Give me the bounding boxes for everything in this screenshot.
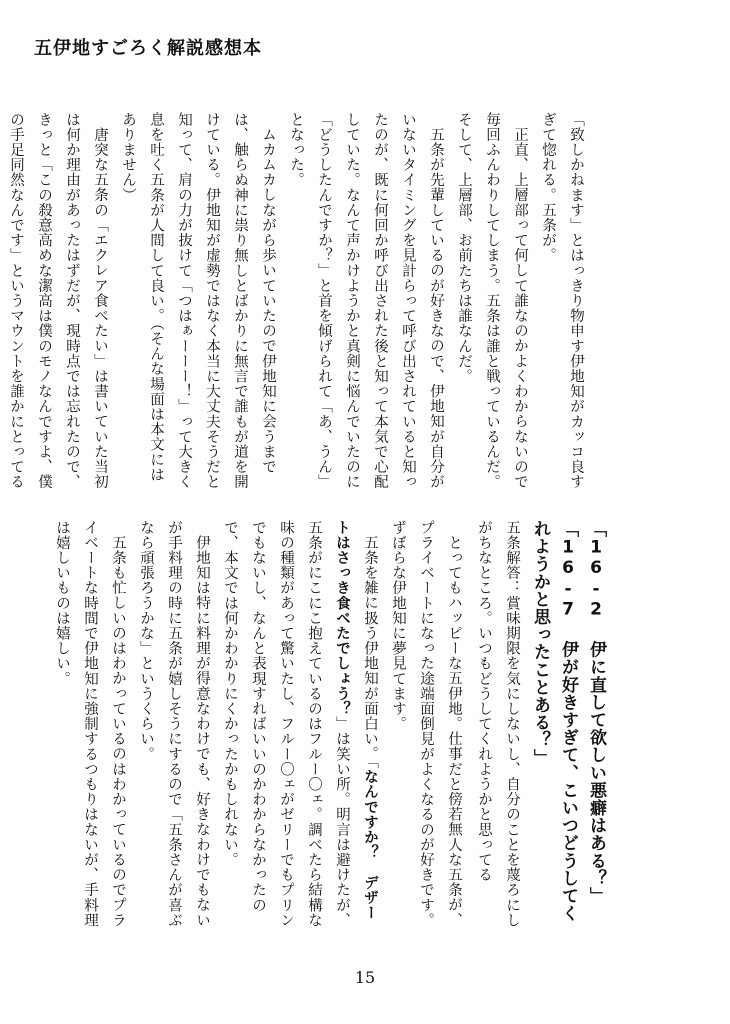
paragraph [216, 520, 384, 930]
paragraph: ムカムカしながら歩いていたので伊地知に会うまでは、触らぬ神に祟り無しとばかりに無言で誰もが道を開けている。伊地知が虚勢ではなく本当に大丈夫そうだと知って、肩の力が抜けて「つはぁーーー！」って大きく息を吐く五条が人間して良い。（そんな場面は本文にはありません） [120, 112, 276, 490]
paragraph: 五条が先輩しているのが好きなので、伊地知が自分がいないタイミングを見計らって呼び出されていると知ったのが、既に何回か呼び出された後と知って本気で心配していた。なんて声かけようかと真剣に悩んでいたのに「どうしたんですか？」と首を傾げられて「あ、うん」となった。 [288, 112, 444, 490]
book-title: 五伊地すごろく解説感想本 [34, 38, 262, 59]
page-number: 15 [354, 968, 376, 987]
paragraph [48, 520, 132, 930]
paragraph: 唐突な五条の「エクレア食べたい」は書いていた当初は何か理由があったはずだが、現時点では忘れたので、きっと「この殺意高めな潔高は僕のモノなんですよ、僕の手足同然なんです」というマウントを誰かにとってる [8, 112, 108, 490]
top-text-block [8, 112, 590, 492]
section-heading: 「16-2 伊に直して欲しい悪癖はある？」「16-7 伊が好きすぎて、こいつどうしてくれようかと思ったことある？」 [530, 520, 606, 923]
answer-label: 五条解答： [504, 520, 520, 596]
paragraph-text: 伊地知は特に料理が得意なわけでも、好きなわけでもないが手料理の時に五条が嬉しそうにするので「五条さんが喜ぶなら頑張ろうかな」というくらい。 [138, 520, 210, 928]
paragraph-text: 」は笑い所。明言は避けたが、五条がにこにこ抱えているのはフルー〇ェ。調べたら結構な味の種類があって驚いたし、フルー〇ェがゼリーでもプリンでもないし、なんと表現すればいいのかわからなかったので、本文では何かわかりにくかったかもしれない。 [222, 520, 350, 928]
quoted-line: なんですか？ デザートはさっき食べたでしょう？ [334, 520, 378, 920]
answer [470, 520, 526, 930]
paragraph-text: 五条を雑に扱う伊地知が面白い。「 [362, 534, 378, 769]
commentary-block [54, 520, 468, 930]
paragraph-text: とってもハッピーな五伊地。仕事だと傍若無人な五条が、プライベートになった途端面倒見がよくなるのが好きです。ずぼらな伊地知に夢見てます。 [390, 520, 462, 928]
paragraph [384, 520, 468, 930]
paragraph [132, 520, 216, 930]
answer-text: 賞味期限を気にしないし、自分のことを蔑ろにしがちなところ。いつもどうしてくれようかと思ってる [476, 520, 520, 928]
question-block [476, 520, 610, 930]
paragraph: 「致しかねます」とはっきり物申す伊地知がカッコ良すぎて惚れる。五条が。 [540, 112, 584, 490]
paragraph-text: 五条も忙しいのはわかっているのはわかっているのでプライベートな時間で伊地知に強制するつもりはないが、手料理は嬉しいものは嬉しい。 [54, 520, 126, 928]
paragraph: 正直、上層部って何して誰なのかよくわからないので毎回ふんわりしてしまう。五条は誰と戦っているんだ。そして、上層部、お前たちは誰なんだ。 [456, 112, 528, 490]
